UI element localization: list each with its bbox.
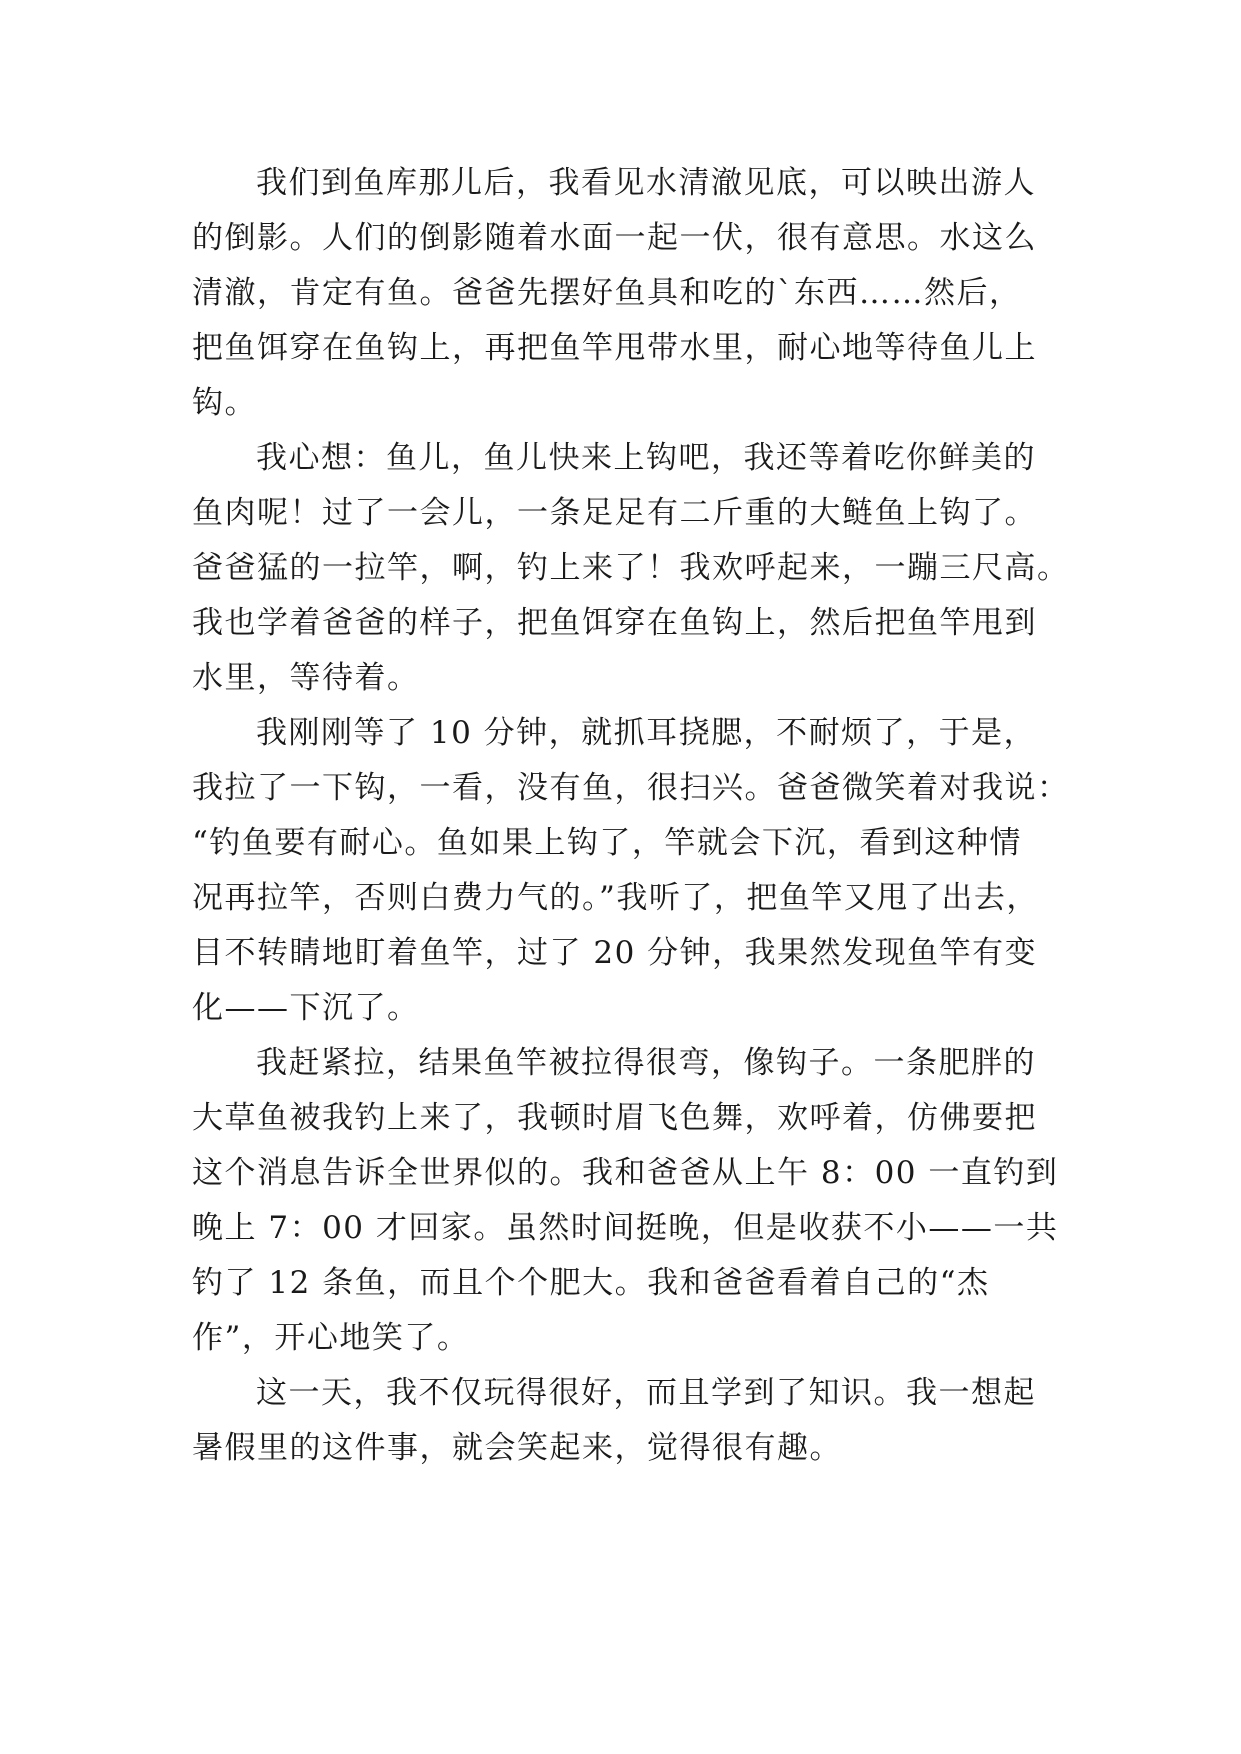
text-line: 我也学着爸爸的样子，把鱼饵穿在鱼钩上，然后把鱼竿甩到: [192, 605, 1037, 641]
text-line: 晚上 7：00 才回家。虽然时间挺晚，但是收获不小——一共: [192, 1210, 1059, 1246]
text-line: 的倒影。人们的倒影随着水面一起一伏，很有意思。水这么: [192, 220, 1037, 256]
text-line: 把鱼饵穿在鱼钩上，再把鱼竿甩带水里，耐心地等待鱼儿上: [192, 330, 1037, 366]
text-line: 我赶紧拉，结果鱼竿被拉得很弯，像钩子。一条肥胖的: [256, 1045, 1036, 1081]
text-line: 水里，等待着。: [192, 660, 420, 696]
text-line: 化——下沉了。: [192, 990, 420, 1026]
paragraph-4: [192, 1036, 1062, 1366]
text-line: 这个消息告诉全世界似的。我和爸爸从上午 8：00 一直钓到: [192, 1155, 1059, 1191]
text-line: 暑假里的这件事，就会笑起来，觉得很有趣。: [192, 1430, 842, 1466]
paragraph-2: [192, 431, 1070, 706]
article-body: [192, 156, 1070, 1476]
text-line: 钓了 12 条鱼，而且个个肥大。我和爸爸看着自己的“杰: [192, 1265, 990, 1301]
text-line: 爸爸猛的一拉竿，啊，钓上来了！我欢呼起来，一蹦三尺高。: [192, 550, 1070, 586]
text-line: 我刚刚等了 10 分钟，就抓耳挠腮，不耐烦了，于是，: [256, 715, 1037, 751]
text-line: “钓鱼要有耐心。鱼如果上钩了，竿就会下沉，看到这种情: [192, 825, 1022, 861]
paragraph-3: [192, 706, 1070, 1036]
text-line: 钩。: [192, 385, 257, 421]
text-line: 这一天，我不仅玩得很好，而且学到了知识。我一想起: [256, 1375, 1036, 1411]
text-line: 大草鱼被我钓上来了，我顿时眉飞色舞，欢呼着，仿佛要把: [192, 1100, 1037, 1136]
text-line: 目不转睛地盯着鱼竿，过了 20 分钟，我果然发现鱼竿有变: [192, 935, 1038, 971]
text-line: 我拉了一下钩，一看，没有鱼，很扫兴。爸爸微笑着对我说：: [192, 770, 1070, 806]
text-line: 作”，开心地笑了。: [192, 1320, 470, 1356]
text-line: 清澈，肯定有鱼。爸爸先摆好鱼具和吃的`东西……然后，: [192, 275, 1022, 311]
paragraph-5: [192, 1366, 1062, 1476]
text-line: 鱼肉呢！过了一会儿，一条足足有二斤重的大鲢鱼上钩了。: [192, 495, 1037, 531]
text-line: 我心想：鱼儿，鱼儿快来上钩吧，我还等着吃你鲜美的: [256, 440, 1036, 476]
paragraph-1: [192, 156, 1062, 431]
text-line: 我们到鱼库那儿后，我看见水清澈见底，可以映出游人: [256, 165, 1036, 201]
text-line: 况再拉竿，否则白费力气的。”我听了，把鱼竿又甩了出去，: [192, 880, 1039, 916]
